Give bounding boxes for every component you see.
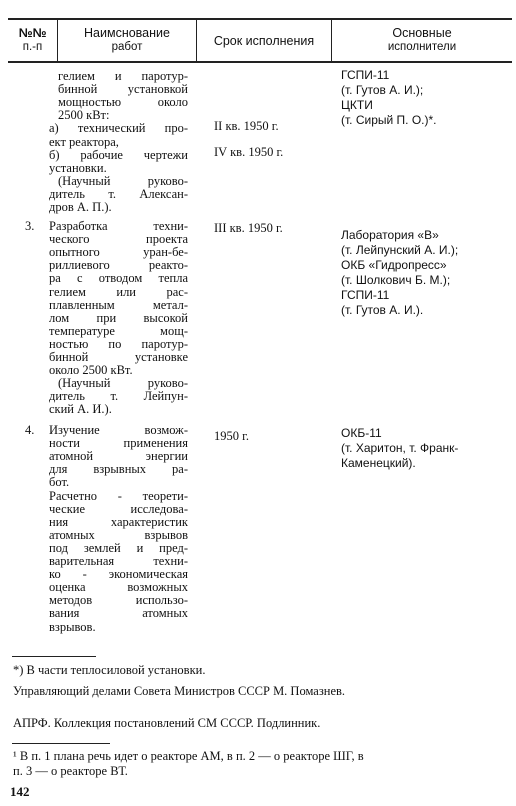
description-line: (Научный руково-	[58, 174, 188, 188]
footnote-separator	[12, 743, 110, 744]
header-executors-line2: исполнители	[387, 41, 457, 53]
executors-line: (т. Шолкович Б. М.);	[341, 273, 451, 287]
executors-line: (т. Харитон, т. Франк-	[341, 441, 459, 455]
executors-line: ГСПИ-11	[341, 68, 390, 82]
header-number-line1: №№	[18, 26, 47, 40]
executors-line: (т. Лейпунский А. И.);	[341, 243, 459, 257]
description-line: а) технический про-	[49, 122, 188, 136]
executors-line: (т. Гутов А. И.);	[341, 83, 424, 97]
description-line: методов использо-	[49, 594, 188, 608]
executors-line: (т. Гутов А. И.).	[341, 303, 424, 317]
description-line: Расчетно - теорети-	[49, 489, 188, 503]
description-line: (Научный руково-	[58, 377, 188, 391]
table-top-rule	[8, 18, 512, 20]
header-number	[8, 26, 57, 54]
signature-line: Управляющий делами Совета Министров СССР М. Помазнев.	[13, 684, 346, 698]
description-line: 2500 кВт:	[58, 109, 110, 123]
description-line: вания атомных	[49, 607, 188, 621]
archive-reference: АПРФ. Коллекция постановлений СМ СССР. Подлинник.	[13, 716, 321, 730]
description-line: установки.	[49, 161, 107, 175]
header-executors-line1: Основные	[392, 26, 452, 40]
term-cell: 1950 г.	[214, 429, 249, 443]
description-line: Изучение возмож-	[49, 424, 188, 437]
description-line: ра с отводом тепла	[49, 272, 188, 286]
description-line: бинной установке	[49, 351, 188, 364]
description-line: лом при высокой	[49, 311, 188, 325]
description-line: ности применения	[49, 437, 188, 451]
footnote-line: п. 3 — о реакторе ВТ.	[13, 764, 128, 778]
term-cell: II кв. 1950 г.	[214, 119, 279, 133]
header-name	[58, 26, 196, 54]
footnote-line: ¹ В п. 1 плана речь идет о реакторе АМ, в п. 2 — о реакторе ШГ, в	[13, 749, 364, 763]
description-line: гелием или рас-	[49, 285, 188, 299]
executors-line: ГСПИ-11	[341, 288, 390, 302]
description-line: атомных взрывов	[49, 528, 188, 542]
notes-separator	[12, 656, 96, 657]
description-line: для взрывных ра-	[49, 463, 188, 477]
table-header-rule	[8, 61, 512, 63]
term-cell: III кв. 1950 г.	[214, 221, 283, 235]
description-line: ния характеристик	[49, 515, 188, 529]
executors-line: Лаборатория «В»	[341, 228, 439, 242]
description-line: атомной энергии	[49, 450, 188, 464]
executors-line: Каменецкий).	[341, 456, 416, 470]
description-line: под землей и пред-	[49, 541, 188, 555]
description-line: ский А. И.).	[49, 403, 112, 417]
row-number: 3.	[25, 219, 35, 233]
description-line: ко - экономическая	[49, 568, 188, 582]
executors-line: ОКБ «Гидропресс»	[341, 258, 447, 272]
row-number: 4.	[25, 423, 35, 437]
term-cell: IV кв. 1950 г.	[214, 145, 284, 159]
description-line: температуре мощ-	[49, 324, 188, 338]
header-number-line2: п.-п	[22, 41, 43, 53]
header-term	[197, 34, 331, 48]
description-line: опытного уран-бе-	[49, 246, 188, 260]
description-line: бот.	[49, 476, 70, 490]
description-line: риллиевого реакто-	[49, 259, 188, 273]
description-line: варительная техни-	[49, 555, 188, 568]
description-line: ческого проекта	[49, 233, 188, 247]
description-line: бинной установкой	[58, 83, 188, 97]
description-line: оценка возможных	[49, 581, 188, 595]
description-line: б) рабочие чертежи	[49, 148, 188, 162]
executors-line: ОКБ-11	[341, 426, 382, 440]
description-line: плавленным метал-	[49, 298, 188, 312]
executors-line: (т. Сирый П. О.)*.	[341, 113, 437, 127]
description-line: мощностью около	[58, 96, 188, 110]
executors-line: ЦКТИ	[341, 98, 373, 112]
header-name-line2: работ	[111, 41, 143, 53]
header-name-line1: Наимснование	[84, 26, 170, 40]
header-executors	[332, 26, 512, 54]
header-term-label: Срок исполнения	[213, 34, 315, 48]
description-line: ностью по паротур-	[49, 337, 188, 351]
description-line: Разработка техни-	[49, 220, 188, 233]
description-line: дитель т. Алексан-	[49, 187, 188, 201]
description-line: дитель т. Лейпун-	[49, 390, 188, 404]
description-line: взрывов.	[49, 620, 96, 634]
description-line: дров А. П.).	[49, 201, 112, 214]
page-number: 142	[10, 784, 30, 799]
description-line: около 2500 кВт.	[49, 364, 133, 378]
asterisk-note: *) В части теплосиловой установки.	[13, 663, 206, 677]
description-line: ческие исследова-	[49, 502, 188, 516]
description-line: ект реактора,	[49, 135, 119, 149]
description-line: гелием и паротур-	[58, 70, 188, 83]
